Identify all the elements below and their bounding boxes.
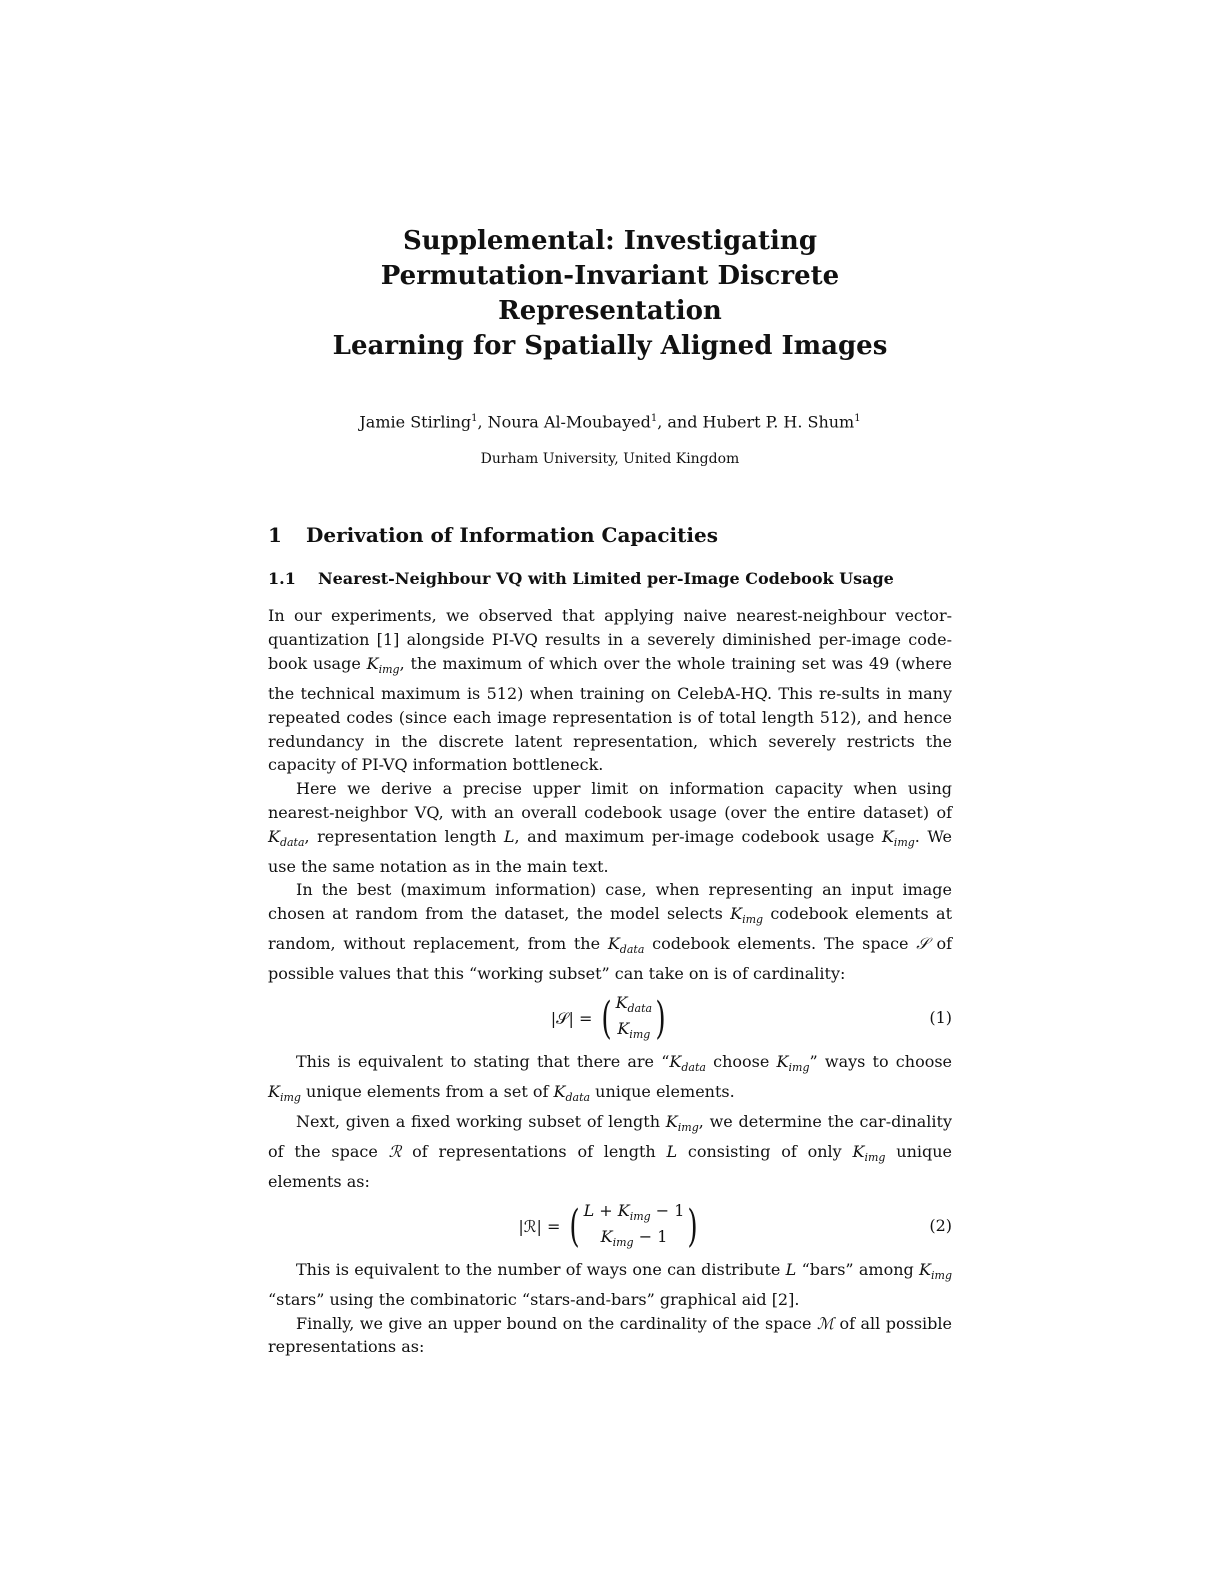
section-number: 1 <box>268 523 282 548</box>
section-title: Derivation of Information Capacities <box>306 523 718 548</box>
paragraph-4: This is equivalent to stating that there are “$K_{data}$ choose $K_{img}$” ways to choose $K_{img}$ unique elements from a set of $K_{data}$ unique elements. <box>268 1052 953 1105</box>
equation-1 <box>268 992 952 1046</box>
equation-1-number: (1) <box>929 1008 952 1028</box>
author-3-affil: 1 <box>854 413 861 424</box>
paragraph-6: This is equivalent to the number of ways one can distribute L “bars” among $K_{img}$ “stars” using the combinatoric “stars-and-bars” graphical aid [2]. <box>268 1259 952 1309</box>
author-1: Jamie Stirling <box>359 412 472 432</box>
author-list <box>268 408 952 433</box>
paper-title <box>268 224 952 364</box>
equation-2 <box>268 1200 952 1254</box>
equation-2-lhs: |ℛ| = <box>518 1217 561 1237</box>
author-3: , and Hubert P. H. Shum <box>657 412 855 432</box>
author-2-affil: 1 <box>650 413 658 424</box>
author-1-affil: 1 <box>471 413 478 424</box>
paragraph-2: Here we derive a precise upper limit on information capacity when using nearest-neighbor VQ, with an overall codebook usage (over the entire dataset) of $K_{data}$, representation length L, and maximum per-image codebook usage $K_{img}$. We use the same notation as in the main text. <box>268 779 952 876</box>
paragraph-1: In our experiments, we observed that applying naive nearest-neighbour vector-quantization [1] alongside PI-VQ results in a severely diminished per-image code-book usage $K_{img}$, the maximum of which over the whole training set was 49 (where the technical maximum is 512) when training on CelebA-HQ. This re-sults in many repeated codes (since each image representation is of total length 512), and hence redundancy in the discrete latent representation, which severely restricts the capacity of PI-VQ information bottleneck. <box>268 606 952 775</box>
section-heading <box>268 521 952 549</box>
subsection-title: Nearest-Neighbour VQ with Limited per-Image Codebook Usage <box>318 569 894 589</box>
paper-page <box>268 224 952 1359</box>
equation-1-lhs: |𝒮| = <box>550 1009 593 1029</box>
author-2: , Noura Al-Moubayed <box>477 412 651 432</box>
affiliation: Durham University, United Kingdom <box>480 451 740 468</box>
paragraph-5: Next, given a fixed working subset of length $K_{img}$, we determine the car-dinality of the space ℛ of representations of length L consisting of only $K_{img}$ unique elements as: <box>268 1112 953 1191</box>
paragraph-7: Finally, we give an upper bound on the cardinality of the space ℳ of all possible representations as: <box>268 1313 952 1357</box>
title-line-2: Permutation-Invariant Discrete Representation <box>380 261 840 326</box>
binomial-coefficient: ( $K_{data}$ $K_{img}$ ) <box>601 992 666 1045</box>
equation-2-number: (2) <box>929 1215 952 1235</box>
subsection-number: 1.1 <box>268 569 296 589</box>
title-line-3: Learning for Spatially Aligned Images <box>332 331 888 361</box>
title-line-1: Supplemental: Investigating <box>402 226 818 256</box>
binomial-coefficient: ( $L + K_{img} - 1$ $K_{img} - 1$ ) <box>569 1200 699 1252</box>
paragraph-3: In the best (maximum information) case, when representing an input image chosen at random from the dataset, the model selects $K_{img}$ codebook elements at random, without replacement, from the $K_{data}$ codebook elements. The space 𝒮 of possible values that this “working subset” can take on is of cardinality: <box>268 880 953 984</box>
subsection-heading <box>268 567 952 590</box>
